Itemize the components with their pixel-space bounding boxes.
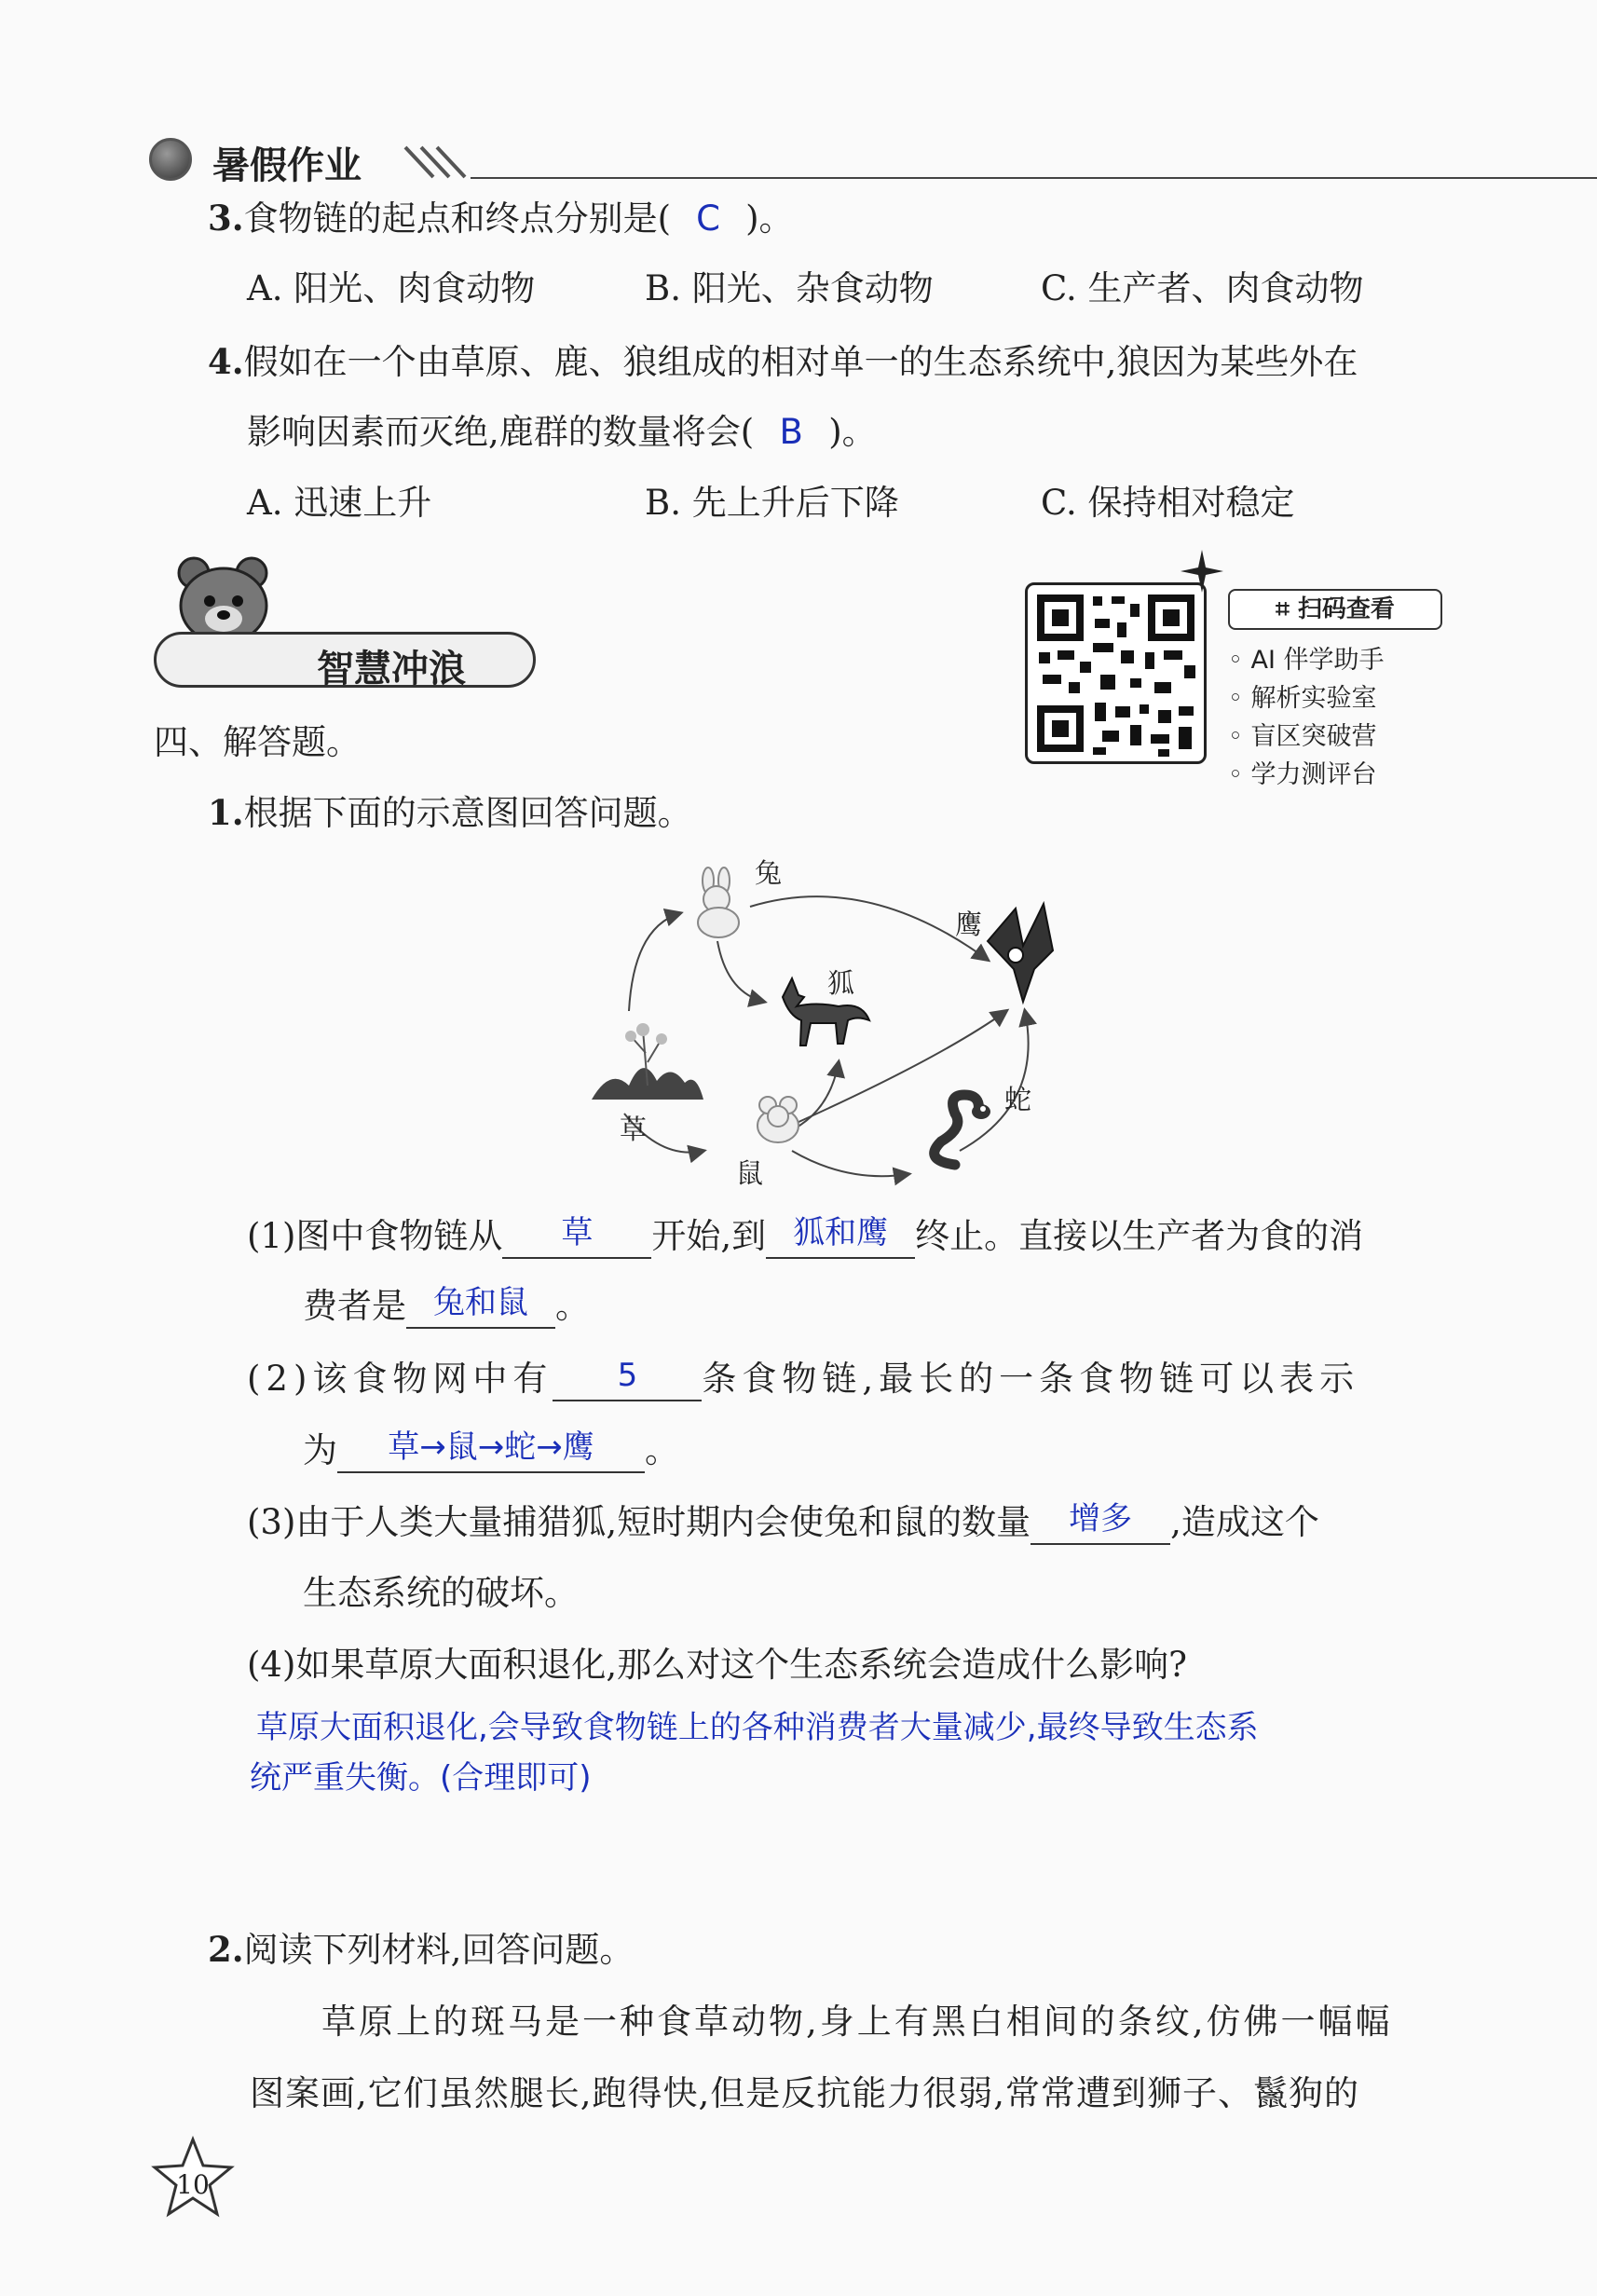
p1-s2-line1: (2)该食物网中有 5 条食物链,最长的一条食物链可以表示 [247, 1359, 1359, 1401]
p1-s2-line2: 为 草→鼠→蛇→鹰 。 [303, 1430, 679, 1473]
p1-s3-line2: 生态系统的破坏。 [303, 1573, 579, 1613]
qr-item-test[interactable]: ◦ 学力测评台 [1228, 760, 1377, 789]
p1-s1-blank2[interactable]: 狐和鹰 [766, 1216, 915, 1259]
qr-menu [1228, 589, 1442, 790]
q3-stem: 3.食物链的起点和终点分别是( C )。 [208, 198, 794, 239]
q4-number: 4. [208, 341, 244, 382]
snake-icon [927, 1086, 1002, 1174]
qr-title-button[interactable]: ⌗ 扫码查看 [1228, 589, 1442, 630]
label-fox: 狐 [827, 967, 855, 999]
header-circle-icon [149, 138, 192, 181]
bullet-icon: ◦ [1228, 684, 1251, 713]
p1-s4-question: (4)如果草原大面积退化,那么对这个生态系统会造成什么影响? [247, 1645, 1188, 1685]
label-mouse: 鼠 [736, 1157, 764, 1189]
q4-answer: B [779, 412, 803, 452]
p1-s2-blank1[interactable]: 5 [553, 1359, 702, 1401]
eagle-icon [978, 899, 1067, 1006]
q4-line2: 影响因素而灭绝,鹿群的数量将会( B )。 [247, 412, 877, 452]
p2-para-line2: 图案画,它们虽然腿长,跑得快,但是反抗能力很弱,常常遭到狮子、鬣狗的 [250, 2073, 1360, 2113]
sparkle-icon [1179, 548, 1225, 594]
rabbit-icon [685, 867, 750, 941]
label-rabbit: 兔 [755, 857, 783, 889]
q4-option-a: A. 迅速上升 [247, 483, 432, 523]
q4-option-b: B. 先上升后下降 [645, 483, 899, 523]
label-eagle: 鹰 [955, 909, 983, 940]
p1-s1-line1: (1)图中食物链从 草 开始,到 狐和鹰 终止。直接以生产者为食的消 [247, 1216, 1363, 1259]
p1-s3-blank[interactable]: 增多 [1031, 1502, 1170, 1545]
banner-label: 智慧冲浪 [317, 648, 466, 690]
bullet-icon: ◦ [1228, 760, 1251, 789]
bullet-icon: ◦ [1228, 646, 1251, 675]
fox-icon [769, 969, 871, 1048]
qr-code[interactable] [1025, 582, 1207, 764]
grass-icon [592, 1016, 703, 1104]
q4-option-c: C. 保持相对稳定 [1041, 483, 1295, 523]
p1-stem: 1.根据下面的示意图回答问题。 [208, 792, 692, 833]
qr-item-blind[interactable]: ◦ 盲区突破营 [1228, 722, 1377, 751]
p1-s1-blank3[interactable]: 兔和鼠 [406, 1286, 555, 1329]
q3-answer: C [696, 198, 720, 239]
section-banner [149, 550, 540, 699]
header-title: 暑假作业 [212, 144, 362, 187]
section-title: 四、解答题。 [154, 722, 361, 762]
mouse-icon [745, 1090, 811, 1151]
p2-stem: 2.阅读下列材料,回答问题。 [208, 1929, 635, 1970]
p1-s4-answer-line2: 统严重失衡。(合理即可) [250, 1759, 592, 1797]
p1-s3-line1: (3)由于人类大量捕猎狐,短时期内会使兔和鼠的数量 增多 ,造成这个 [247, 1502, 1319, 1545]
food-web-diagram [587, 853, 1071, 1197]
q3-option-b: B. 阳光、杂食动物 [645, 268, 934, 308]
header-slash-decoration [401, 140, 485, 186]
p2-number: 2. [208, 1929, 244, 1970]
bullet-icon: ◦ [1228, 722, 1251, 751]
p2-para-line1: 草原上的斑马是一种食草动物,身上有黑白相间的条纹,仿佛一幅幅 [321, 2002, 1393, 2042]
q4-line1: 4.假如在一个由草原、鹿、狼组成的相对单一的生态系统中,狼因为某些外在 [208, 341, 1358, 382]
q3-option-a: A. 阳光、肉食动物 [247, 268, 536, 308]
p1-s2-blank2[interactable]: 草→鼠→蛇→鹰 [337, 1430, 645, 1473]
q3-number: 3. [208, 198, 244, 239]
p1-number: 1. [208, 792, 244, 833]
scan-icon: ⌗ [1276, 595, 1298, 623]
header-rule [471, 177, 1597, 179]
qr-item-ai[interactable]: ◦ AI 伴学助手 [1228, 646, 1385, 675]
qr-item-lab[interactable]: ◦ 解析实验室 [1228, 684, 1377, 713]
q3-option-c: C. 生产者、肉食动物 [1041, 268, 1364, 308]
p1-s4-answer-line1: 草原大面积退化,会导致食物链上的各种消费者大量减少,最终导致生态系 [256, 1709, 1259, 1746]
page-number: 10 [176, 2169, 210, 2200]
p1-s1-line2: 费者是 兔和鼠 。 [303, 1286, 590, 1329]
qr-code-icon [1028, 585, 1204, 761]
label-grass: 草 [620, 1114, 648, 1145]
p1-s1-blank1[interactable]: 草 [502, 1216, 651, 1259]
label-snake: 蛇 [1004, 1084, 1032, 1115]
page-header [149, 130, 1454, 186]
